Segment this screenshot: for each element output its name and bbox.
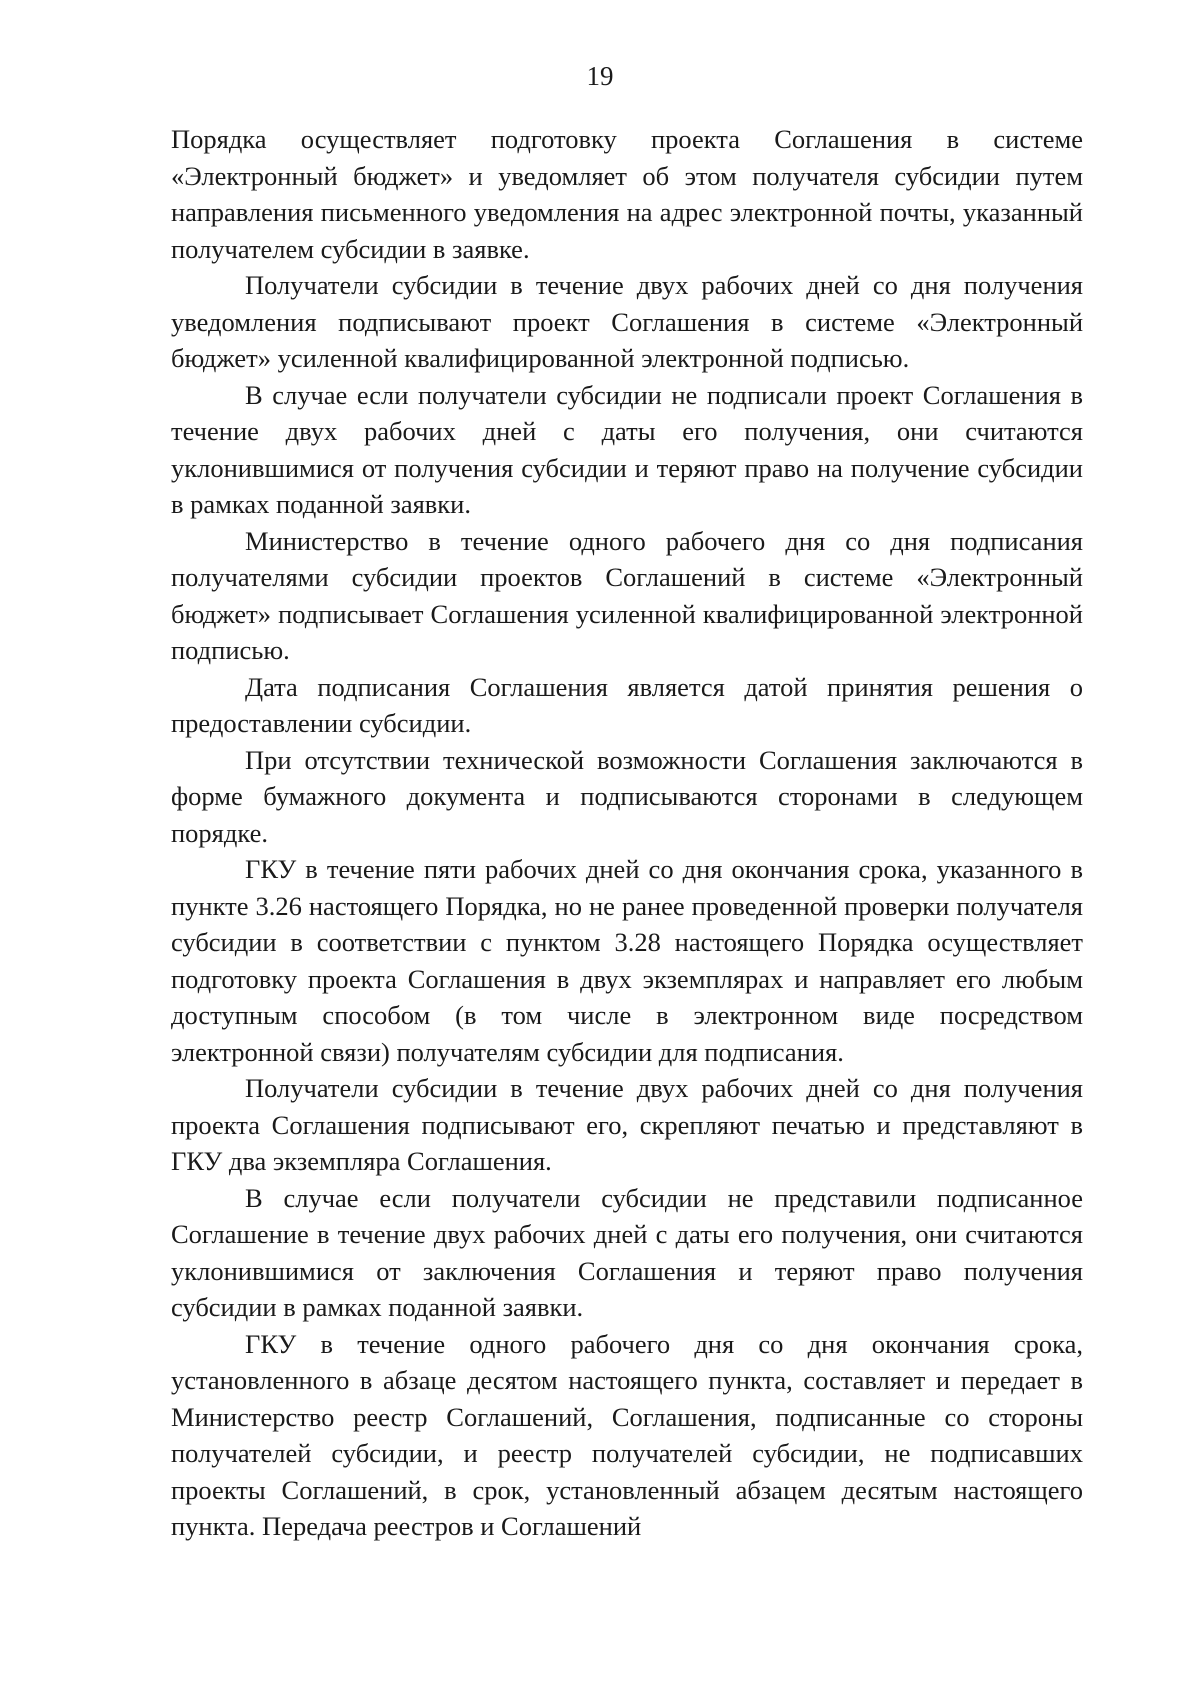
paragraph-continues: ГКУ в течение одного рабочего дня со дня окончания срока, установленного в абзаце десятом настоящего пункта, составляет и передает в Министерство реестр Соглашений, Соглашения, подписанные со стороны получателей субсидии, и реестр получателей субсидии, не подписавших проекты Соглашений, в срок, установленный абзацем десятым настоящего пункта. Передача реестров и Соглашений [171, 1328, 1083, 1541]
paragraph: В случае если получатели субсидии не подписали проект Соглашения в течение двух рабочих дней с даты его получения, они считаются уклонившимися от получения субсидии и теряют право на получение субсидии в рамках поданной заявки. [171, 379, 1083, 519]
paragraph: ГКУ в течение пяти рабочих дней со дня окончания срока, указанного в пункте 3.26 настоящего Порядка, но не ранее проведенной проверки получателя субсидии в соответствии с пунктом 3.28 настоящего Порядка осуществляет подготовку проекта Соглашения в двух экземплярах и направляет его любым доступным способом (в том числе в электронном виде посредством электронной связи) получателям субсидии для подписания. [171, 854, 1083, 1067]
paragraph: В случае если получатели субсидии не представили подписанное Соглашение в течение двух рабочих дней с даты его получения, они считаются уклонившимися от заключения Соглашения и теряют право получения субсидии в рамках поданной заявки. [171, 1182, 1083, 1322]
paragraph: Получатели субсидии в течение двух рабочих дней со дня получения проекта Соглашения подписывают его, скрепляют печатью и представляют в ГКУ два экземпляра Соглашения. [171, 1073, 1083, 1176]
page-number: 19 [586, 61, 614, 91]
document-body [171, 121, 1083, 1545]
paragraph: Порядка осуществляет подготовку проекта Соглашения в системе «Электронный бюджет» и уведомляет об этом получателя субсидии путем направления письменного уведомления на адрес электронной почты, указанный получателем субсидии в заявке. [171, 124, 1083, 264]
paragraph: Министерство в течение одного рабочего дня со дня подписания получателями субсидии проектов Соглашений в системе «Электронный бюджет» подписывает Соглашения усиленной квалифицированной электронной подписью. [171, 525, 1083, 665]
paragraph: При отсутствии технической возможности Соглашения заключаются в форме бумажного документа и подписываются сторонами в следующем порядке. [171, 744, 1083, 848]
paragraph: Дата подписания Соглашения является датой принятия решения о предоставлении субсидии. [171, 671, 1083, 738]
paragraph: Получатели субсидии в течение двух рабочих дней со дня получения уведомления подписывают проект Соглашения в системе «Электронный бюджет» усиленной квалифицированной электронной подписью. [171, 270, 1083, 373]
